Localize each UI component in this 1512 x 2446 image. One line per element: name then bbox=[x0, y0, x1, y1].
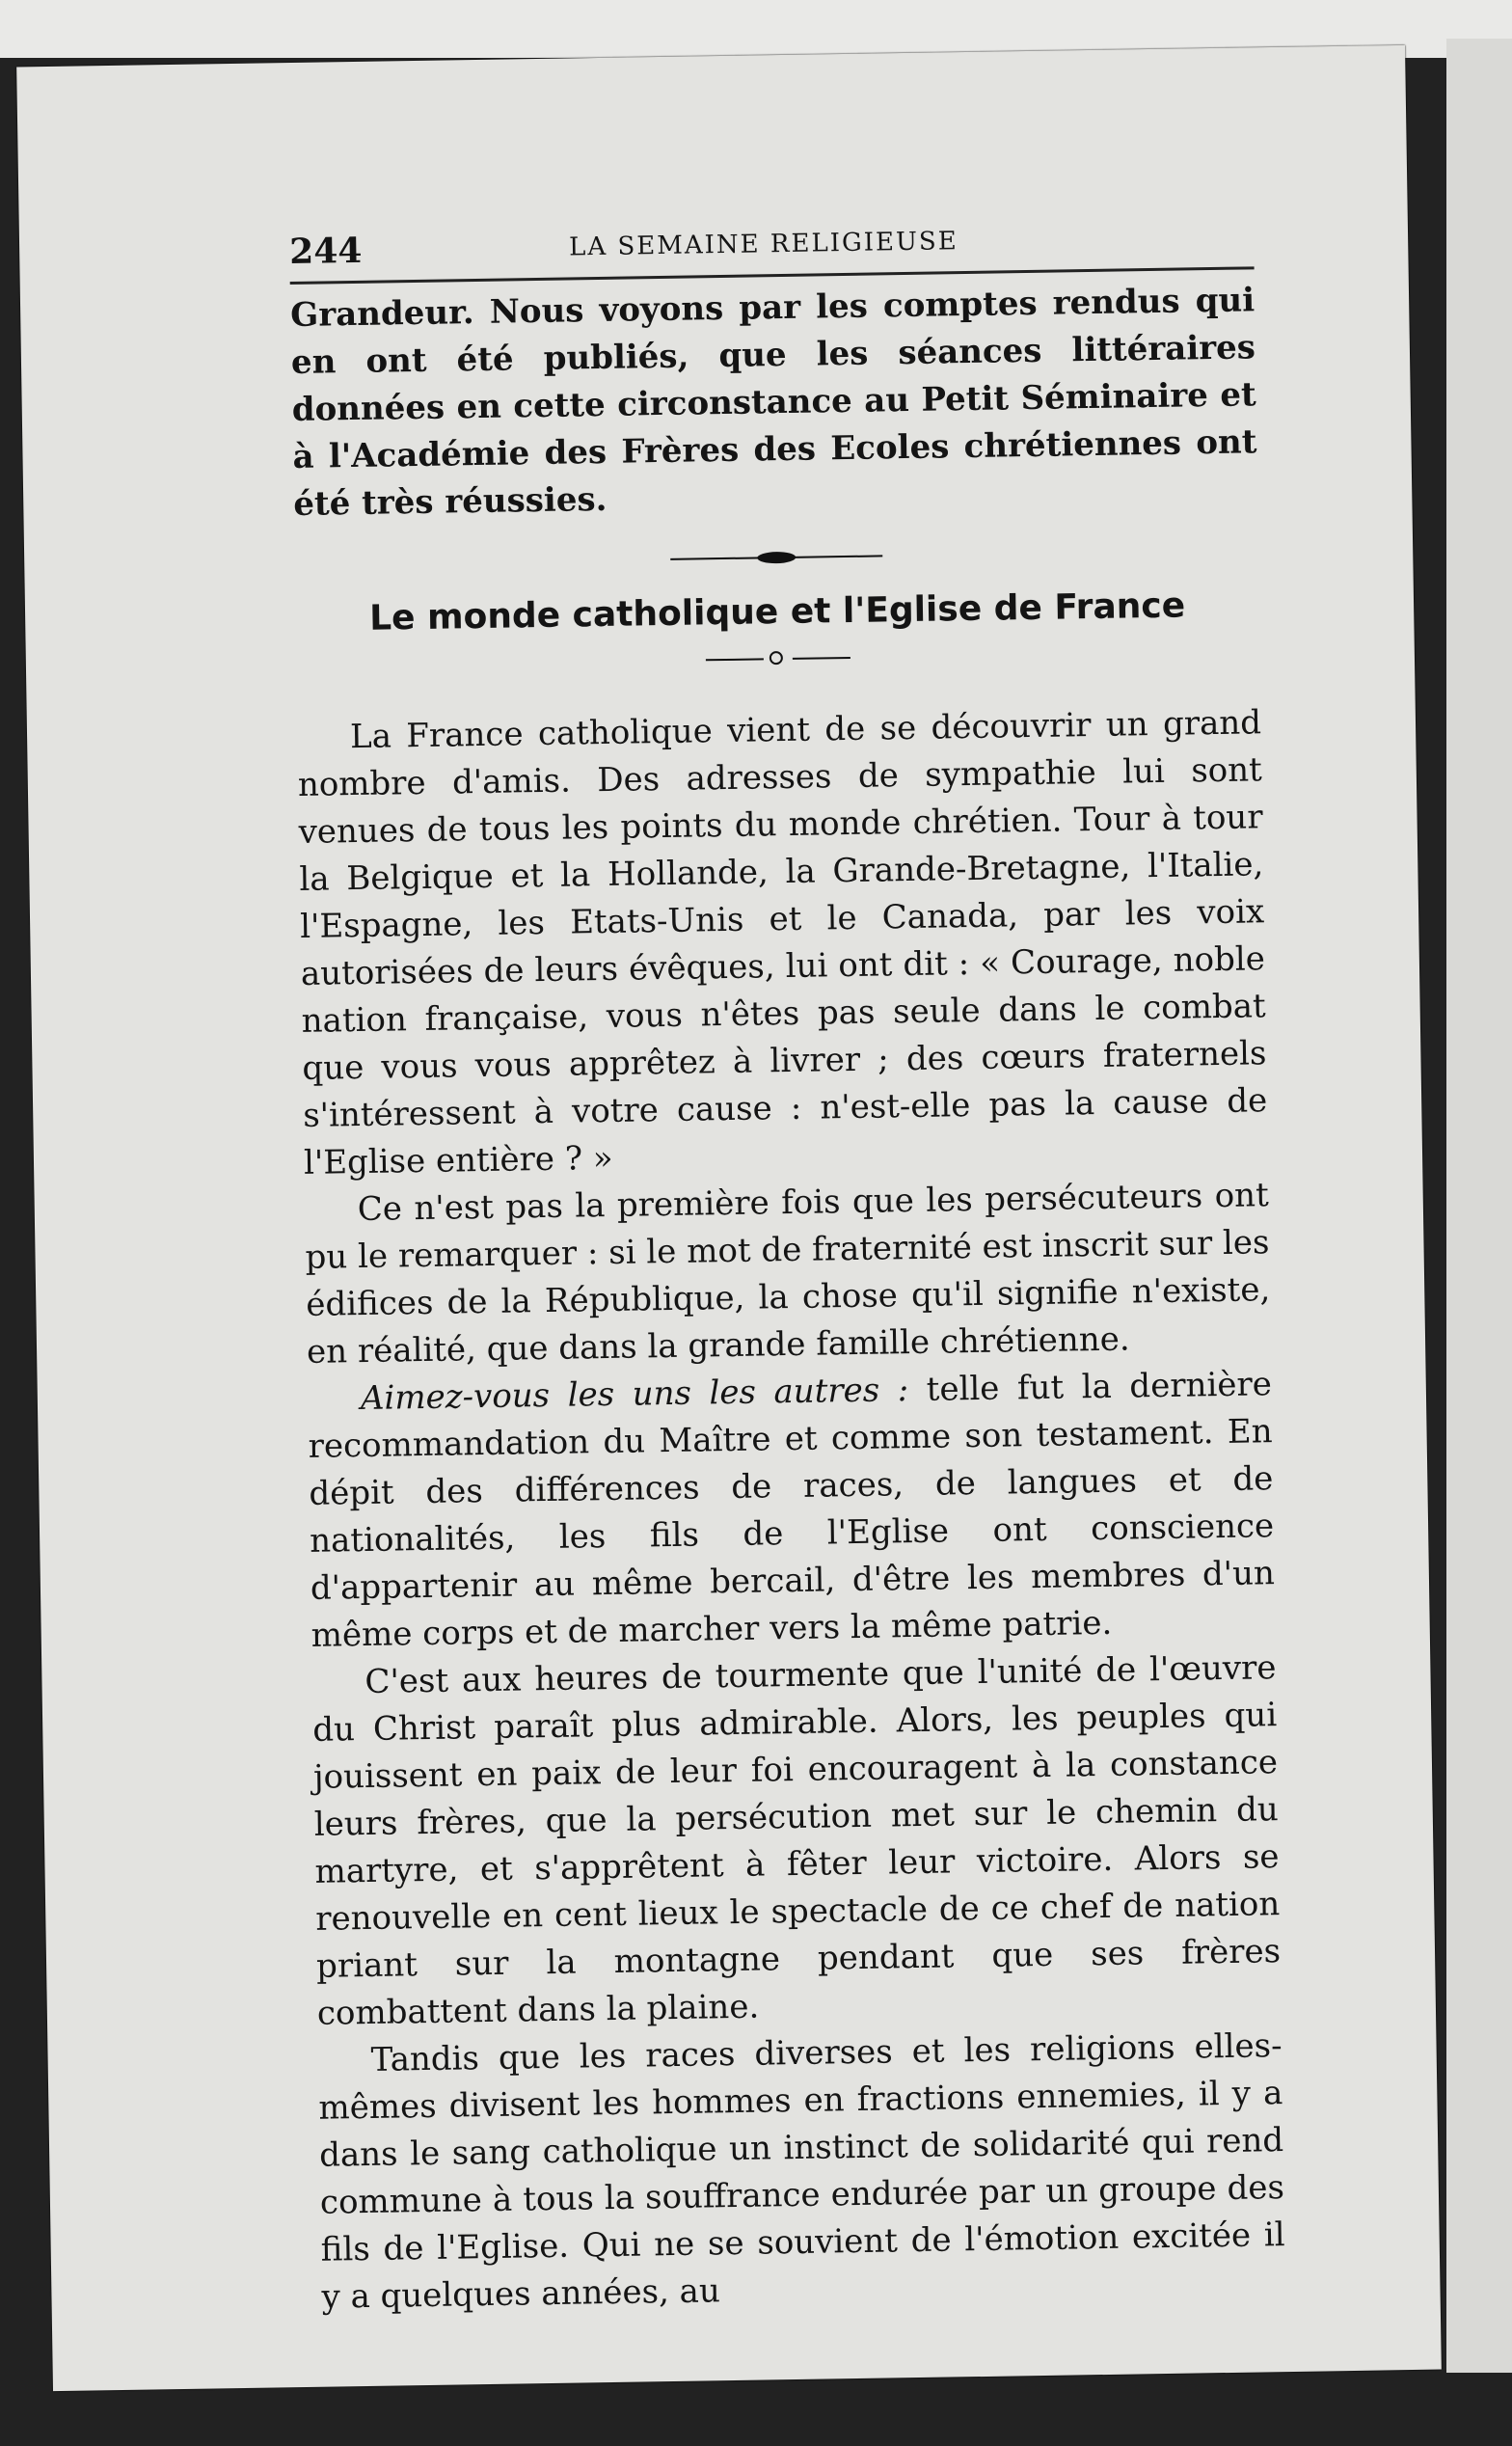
paragraph-5: Tandis que les races diverses et les religions elles-mêmes divisent les hommes en fractions ennemies, il y a dans le sang catholique un instinct de solidarité qui rend commune à tous la souffrance endurée par un groupe des fils de l'Eglise. Qui ne se souvient de l'émotion excitée il y a quelques années, au bbox=[318, 2026, 1285, 2317]
paragraph-3 bbox=[308, 1361, 1276, 1660]
intro-paragraph: Grandeur. Nous voyons par les comptes rendus qui en ont été publiés, que les séances littéraires données en cette circonstance au Petit Séminaire et à l'Académie des Frères des Ecoles chrétiennes ont été très réussies. bbox=[289, 281, 1257, 525]
ornamental-rule bbox=[670, 548, 882, 566]
paragraph-1: La France catholique vient de se découvrir un grand nombre d'amis. Des adresses de sympathie lui sont venues de tous les points du monde chrétien. Tour à tour la Belgique et la Hollande, la Grande-Bretagne, l'Italie, l'Espagne, les Etats-Unis et le Canada, par les voix autorisées de leurs évêques, lui ont dit : « Courage, noble nation française, vous n'êtes pas seule dans le combat que vous vous apprêtez à livrer ; des cœurs fraternels s'intéressent à votre cause : n'est-elle pas la cause de l'Eglise entière ? » bbox=[297, 703, 1268, 1182]
running-head bbox=[289, 216, 1255, 285]
divider-left-line bbox=[706, 658, 764, 661]
page-number: 244 bbox=[288, 230, 363, 273]
adjacent-page-edge bbox=[1446, 39, 1512, 2373]
section-title: Le monde catholique et l'Eglise de France bbox=[368, 585, 1186, 639]
ornament-center bbox=[757, 552, 796, 564]
journal-title: LA SEMAINE RELIGIEUSE bbox=[568, 227, 958, 262]
paragraph-2: Ce n'est pas la première fois que les persécuteurs ont pu le remarquer : si le mot de fraternité est inscrit sur les édifices de la République, la chose qu'il signifie n'existe, en réalité, que dans la grande famille chrétienne. bbox=[305, 1176, 1271, 1372]
book-page bbox=[16, 45, 1442, 2391]
paragraph-3-rest: telle fut la dernière recommandation du Maître et comme son testament. En dépit des différences de races, de langues et de nationalités, les fils de l'Eglise ont conscience d'appartenir au même bercail, d'être les membres d'un même corps et de marcher vers la même patrie. bbox=[308, 1365, 1276, 1655]
page-content bbox=[289, 216, 1286, 2321]
small-divider bbox=[706, 648, 850, 669]
paragraph-4: C'est aux heures de tourmente que l'unité de l'œuvre du Christ paraît plus admirable. Alors, les peuples qui jouissent en paix de leur foi encouragent à la constance leurs frères, que la persécution met sur le chemin du martyre, et s'apprêtent à fêter leur victoire. Alors se renouvelle en cent lieux le spectacle de ce chef de nation priant sur la montagne pendant que ses frères combattent dans la plaine. bbox=[311, 1648, 1282, 2033]
divider-circle bbox=[770, 651, 783, 665]
divider-right-line bbox=[793, 657, 850, 660]
paragraph-3-italic-quote: Aimez-vous les uns les autres : bbox=[360, 1371, 909, 1419]
